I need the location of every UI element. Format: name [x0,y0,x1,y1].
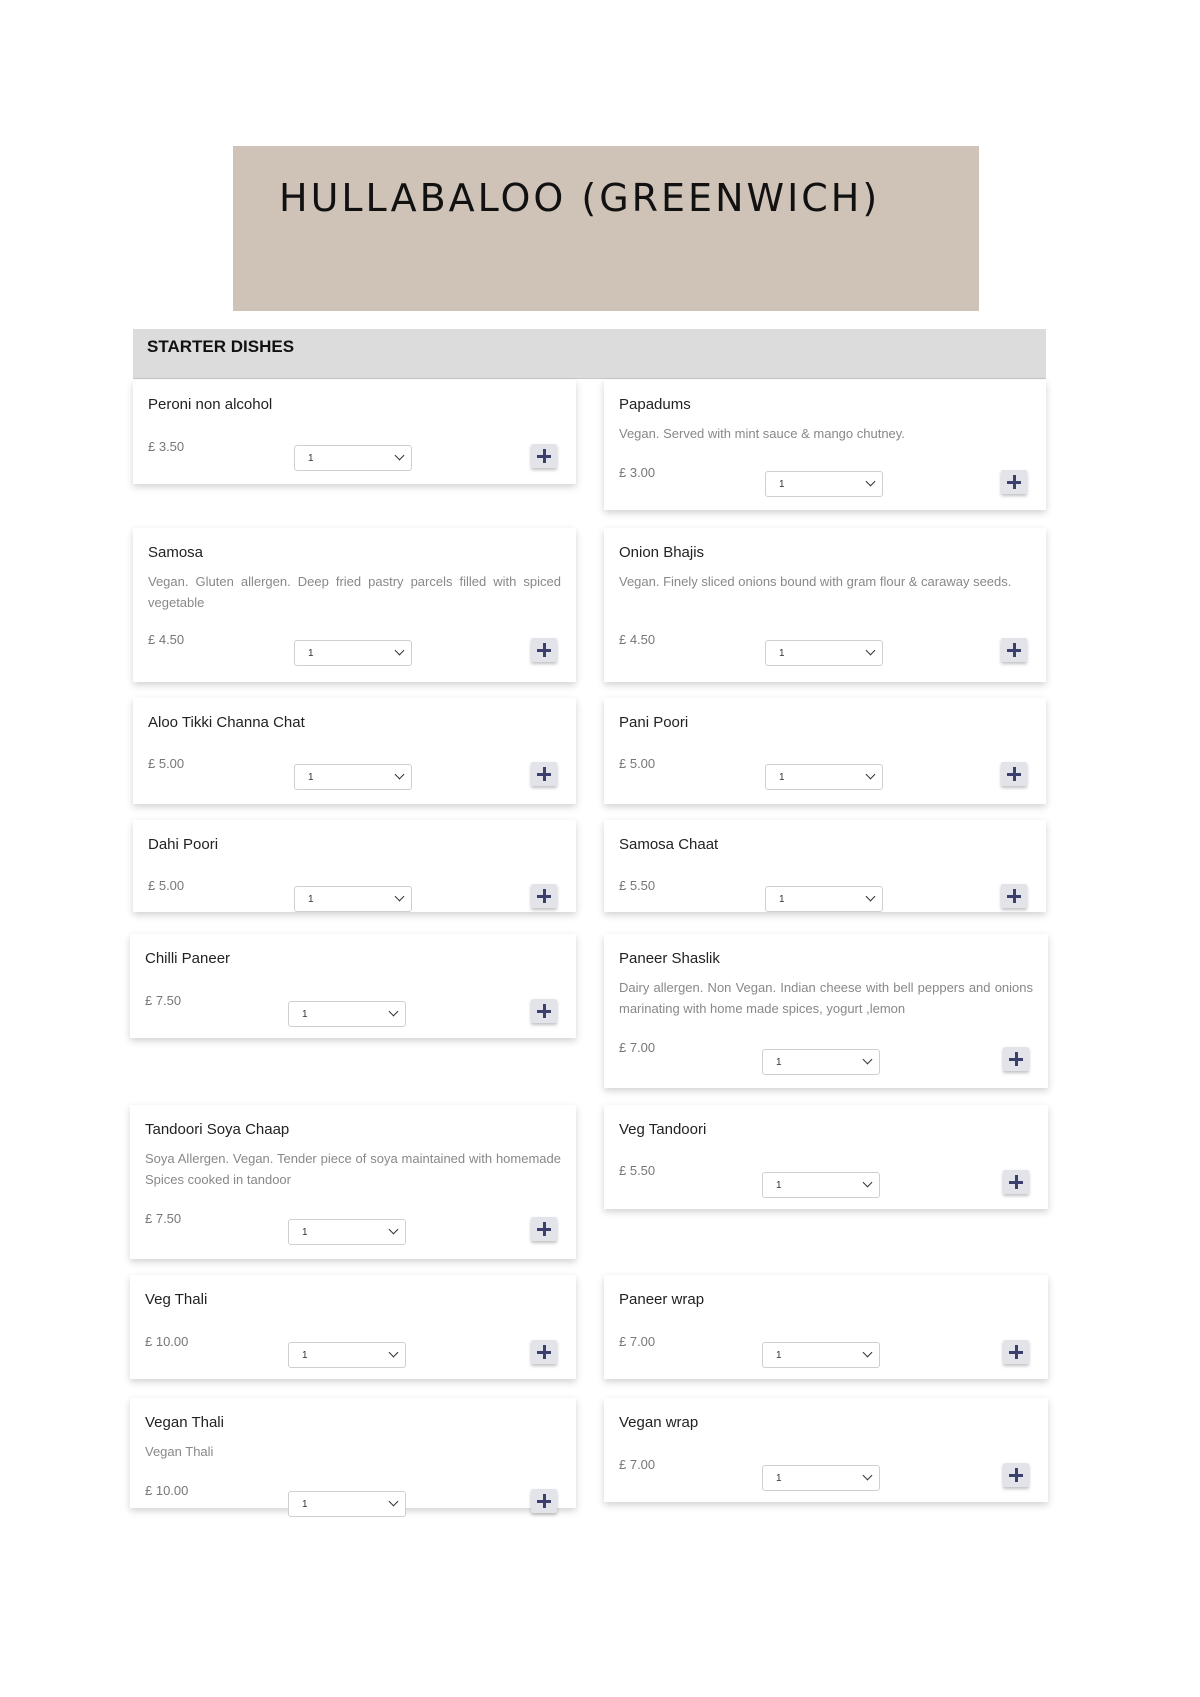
quantity-value: 1 [308,648,314,659]
item-name: Chilli Paneer [145,950,231,967]
plus-icon [1009,1175,1023,1189]
item-price: £ 5.00 [148,878,185,893]
quantity-value: 1 [776,1473,782,1484]
quantity-value: 1 [776,1057,782,1068]
chevron-down-icon [389,1497,399,1507]
quantity-value: 1 [308,894,314,905]
item-name: Samosa Chaat [619,836,719,853]
item-price: £ 4.50 [619,632,656,647]
item-description: Soya Allergen. Vegan. Tender piece of soya maintained with homemade Spices cooked in tandoor [145,1151,561,1187]
plus-icon [1009,1052,1023,1066]
quantity-select[interactable] [294,640,412,666]
item-price: £ 3.00 [619,465,656,480]
item-name: Vegan Thali [145,1414,224,1431]
quantity-value: 1 [308,453,314,464]
section-header [133,329,1046,379]
quantity-value: 1 [308,772,314,783]
plus-icon [537,1345,551,1359]
item-name: Pani Poori [619,714,689,731]
add-to-order-button[interactable] [1003,1170,1029,1194]
chevron-down-icon [395,451,405,461]
item-name: Veg Tandoori [619,1121,707,1138]
menu-item-card [604,820,1046,912]
quantity-select[interactable] [762,1172,880,1198]
add-to-order-button[interactable] [1003,1047,1029,1071]
quantity-value: 1 [776,1350,782,1361]
chevron-down-icon [863,1348,873,1358]
menu-item-card [604,1105,1048,1209]
add-to-order-button[interactable] [531,762,557,786]
quantity-select[interactable] [288,1491,406,1517]
menu-item-card [133,698,576,804]
quantity-select[interactable] [288,1342,406,1368]
plus-icon [537,889,551,903]
item-name: Samosa [148,544,204,561]
quantity-select[interactable] [288,1219,406,1245]
chevron-down-icon [866,892,876,902]
quantity-select[interactable] [765,640,883,666]
quantity-value: 1 [779,648,785,659]
menu-item-card [130,1398,576,1508]
item-description: Vegan Thali [145,1444,214,1459]
item-description: Dairy allergen. Non Vegan. Indian cheese with bell peppers and onions marinating with home made spices, yogurt ,lemon [619,980,1033,1016]
plus-icon [537,1004,551,1018]
item-description: Vegan. Gluten allergen. Deep fried pastry parcels filled with spiced vegetable [148,574,561,610]
chevron-down-icon [866,770,876,780]
quantity-select[interactable] [762,1465,880,1491]
quantity-select[interactable] [765,471,883,497]
menu-item-card [130,934,576,1038]
chevron-down-icon [389,1225,399,1235]
plus-icon [1009,1345,1023,1359]
restaurant-banner [233,146,979,311]
quantity-select[interactable] [294,886,412,912]
menu-item-card [604,380,1046,510]
item-name: Dahi Poori [148,836,219,853]
item-price: £ 7.00 [619,1457,656,1472]
menu-item-card [604,528,1046,682]
plus-icon [537,643,551,657]
chevron-down-icon [866,646,876,656]
add-to-order-button[interactable] [1001,762,1027,786]
chevron-down-icon [863,1471,873,1481]
plus-icon [537,767,551,781]
item-price: £ 5.50 [619,1163,656,1178]
plus-icon [1007,643,1021,657]
add-to-order-button[interactable] [1001,470,1027,494]
add-to-order-button[interactable] [1003,1463,1029,1487]
quantity-select[interactable] [765,764,883,790]
item-name: Paneer Shaslik [619,950,720,967]
plus-icon [537,449,551,463]
menu-item-card [604,698,1046,804]
add-to-order-button[interactable] [1003,1340,1029,1364]
item-price: £ 7.00 [619,1040,656,1055]
quantity-value: 1 [302,1009,308,1020]
item-name: Veg Thali [145,1291,208,1308]
menu-item-card [133,820,576,912]
quantity-value: 1 [302,1227,308,1238]
item-description: Vegan. Served with mint sauce & mango chutney. [619,426,905,441]
add-to-order-button[interactable] [531,638,557,662]
chevron-down-icon [389,1348,399,1358]
quantity-value: 1 [779,894,785,905]
plus-icon [1007,889,1021,903]
item-price: £ 5.50 [619,878,656,893]
item-name: Peroni non alcohol [148,396,273,413]
quantity-select[interactable] [765,886,883,912]
item-price: £ 7.50 [145,1211,182,1226]
add-to-order-button[interactable] [1001,884,1027,908]
plus-icon [1009,1468,1023,1482]
item-price: £ 7.50 [145,993,182,1008]
menu-item-card [130,1275,576,1379]
item-price: £ 7.00 [619,1334,656,1349]
restaurant-title: HULLABALOO (GREENWICH) [279,176,881,220]
chevron-down-icon [866,477,876,487]
add-to-order-button[interactable] [531,1489,557,1513]
quantity-select[interactable] [762,1049,880,1075]
add-to-order-button[interactable] [531,999,557,1023]
chevron-down-icon [863,1178,873,1188]
menu-item-card [133,380,576,484]
item-name: Papadums [619,396,691,413]
add-to-order-button[interactable] [531,444,557,468]
quantity-value: 1 [779,772,785,783]
item-name: Paneer wrap [619,1291,705,1308]
menu-item-card [604,1275,1048,1379]
menu-item-card [133,528,576,682]
quantity-select[interactable] [294,445,412,471]
quantity-select[interactable] [294,764,412,790]
item-price: £ 10.00 [145,1483,189,1498]
section-title: STARTER DISHES [147,337,295,356]
item-price: £ 3.50 [148,439,185,454]
item-name: Tandoori Soya Chaap [145,1121,290,1138]
quantity-value: 1 [302,1499,308,1510]
quantity-value: 1 [779,479,785,490]
quantity-select[interactable] [762,1342,880,1368]
item-description: Vegan. Finely sliced onions bound with gram flour & caraway seeds. [619,574,1012,589]
item-name: Aloo Tikki Channa Chat [148,714,305,731]
chevron-down-icon [395,770,405,780]
add-to-order-button[interactable] [531,884,557,908]
add-to-order-button[interactable] [531,1340,557,1364]
item-price: £ 10.00 [145,1334,189,1349]
item-price: £ 4.50 [148,632,185,647]
item-name: Onion Bhajis [619,544,705,561]
item-name: Vegan wrap [619,1414,699,1431]
add-to-order-button[interactable] [531,1217,557,1241]
plus-icon [537,1222,551,1236]
item-price: £ 5.00 [619,756,656,771]
add-to-order-button[interactable] [1001,638,1027,662]
item-price: £ 5.00 [148,756,185,771]
menu-item-card [604,1398,1048,1502]
chevron-down-icon [863,1055,873,1065]
quantity-value: 1 [776,1180,782,1191]
chevron-down-icon [395,646,405,656]
menu-item-card [604,934,1048,1088]
plus-icon [537,1494,551,1508]
menu-item-card [130,1105,576,1259]
plus-icon [1007,767,1021,781]
chevron-down-icon [395,892,405,902]
plus-icon [1007,475,1021,489]
quantity-value: 1 [302,1350,308,1361]
chevron-down-icon [389,1007,399,1017]
quantity-select[interactable] [288,1001,406,1027]
